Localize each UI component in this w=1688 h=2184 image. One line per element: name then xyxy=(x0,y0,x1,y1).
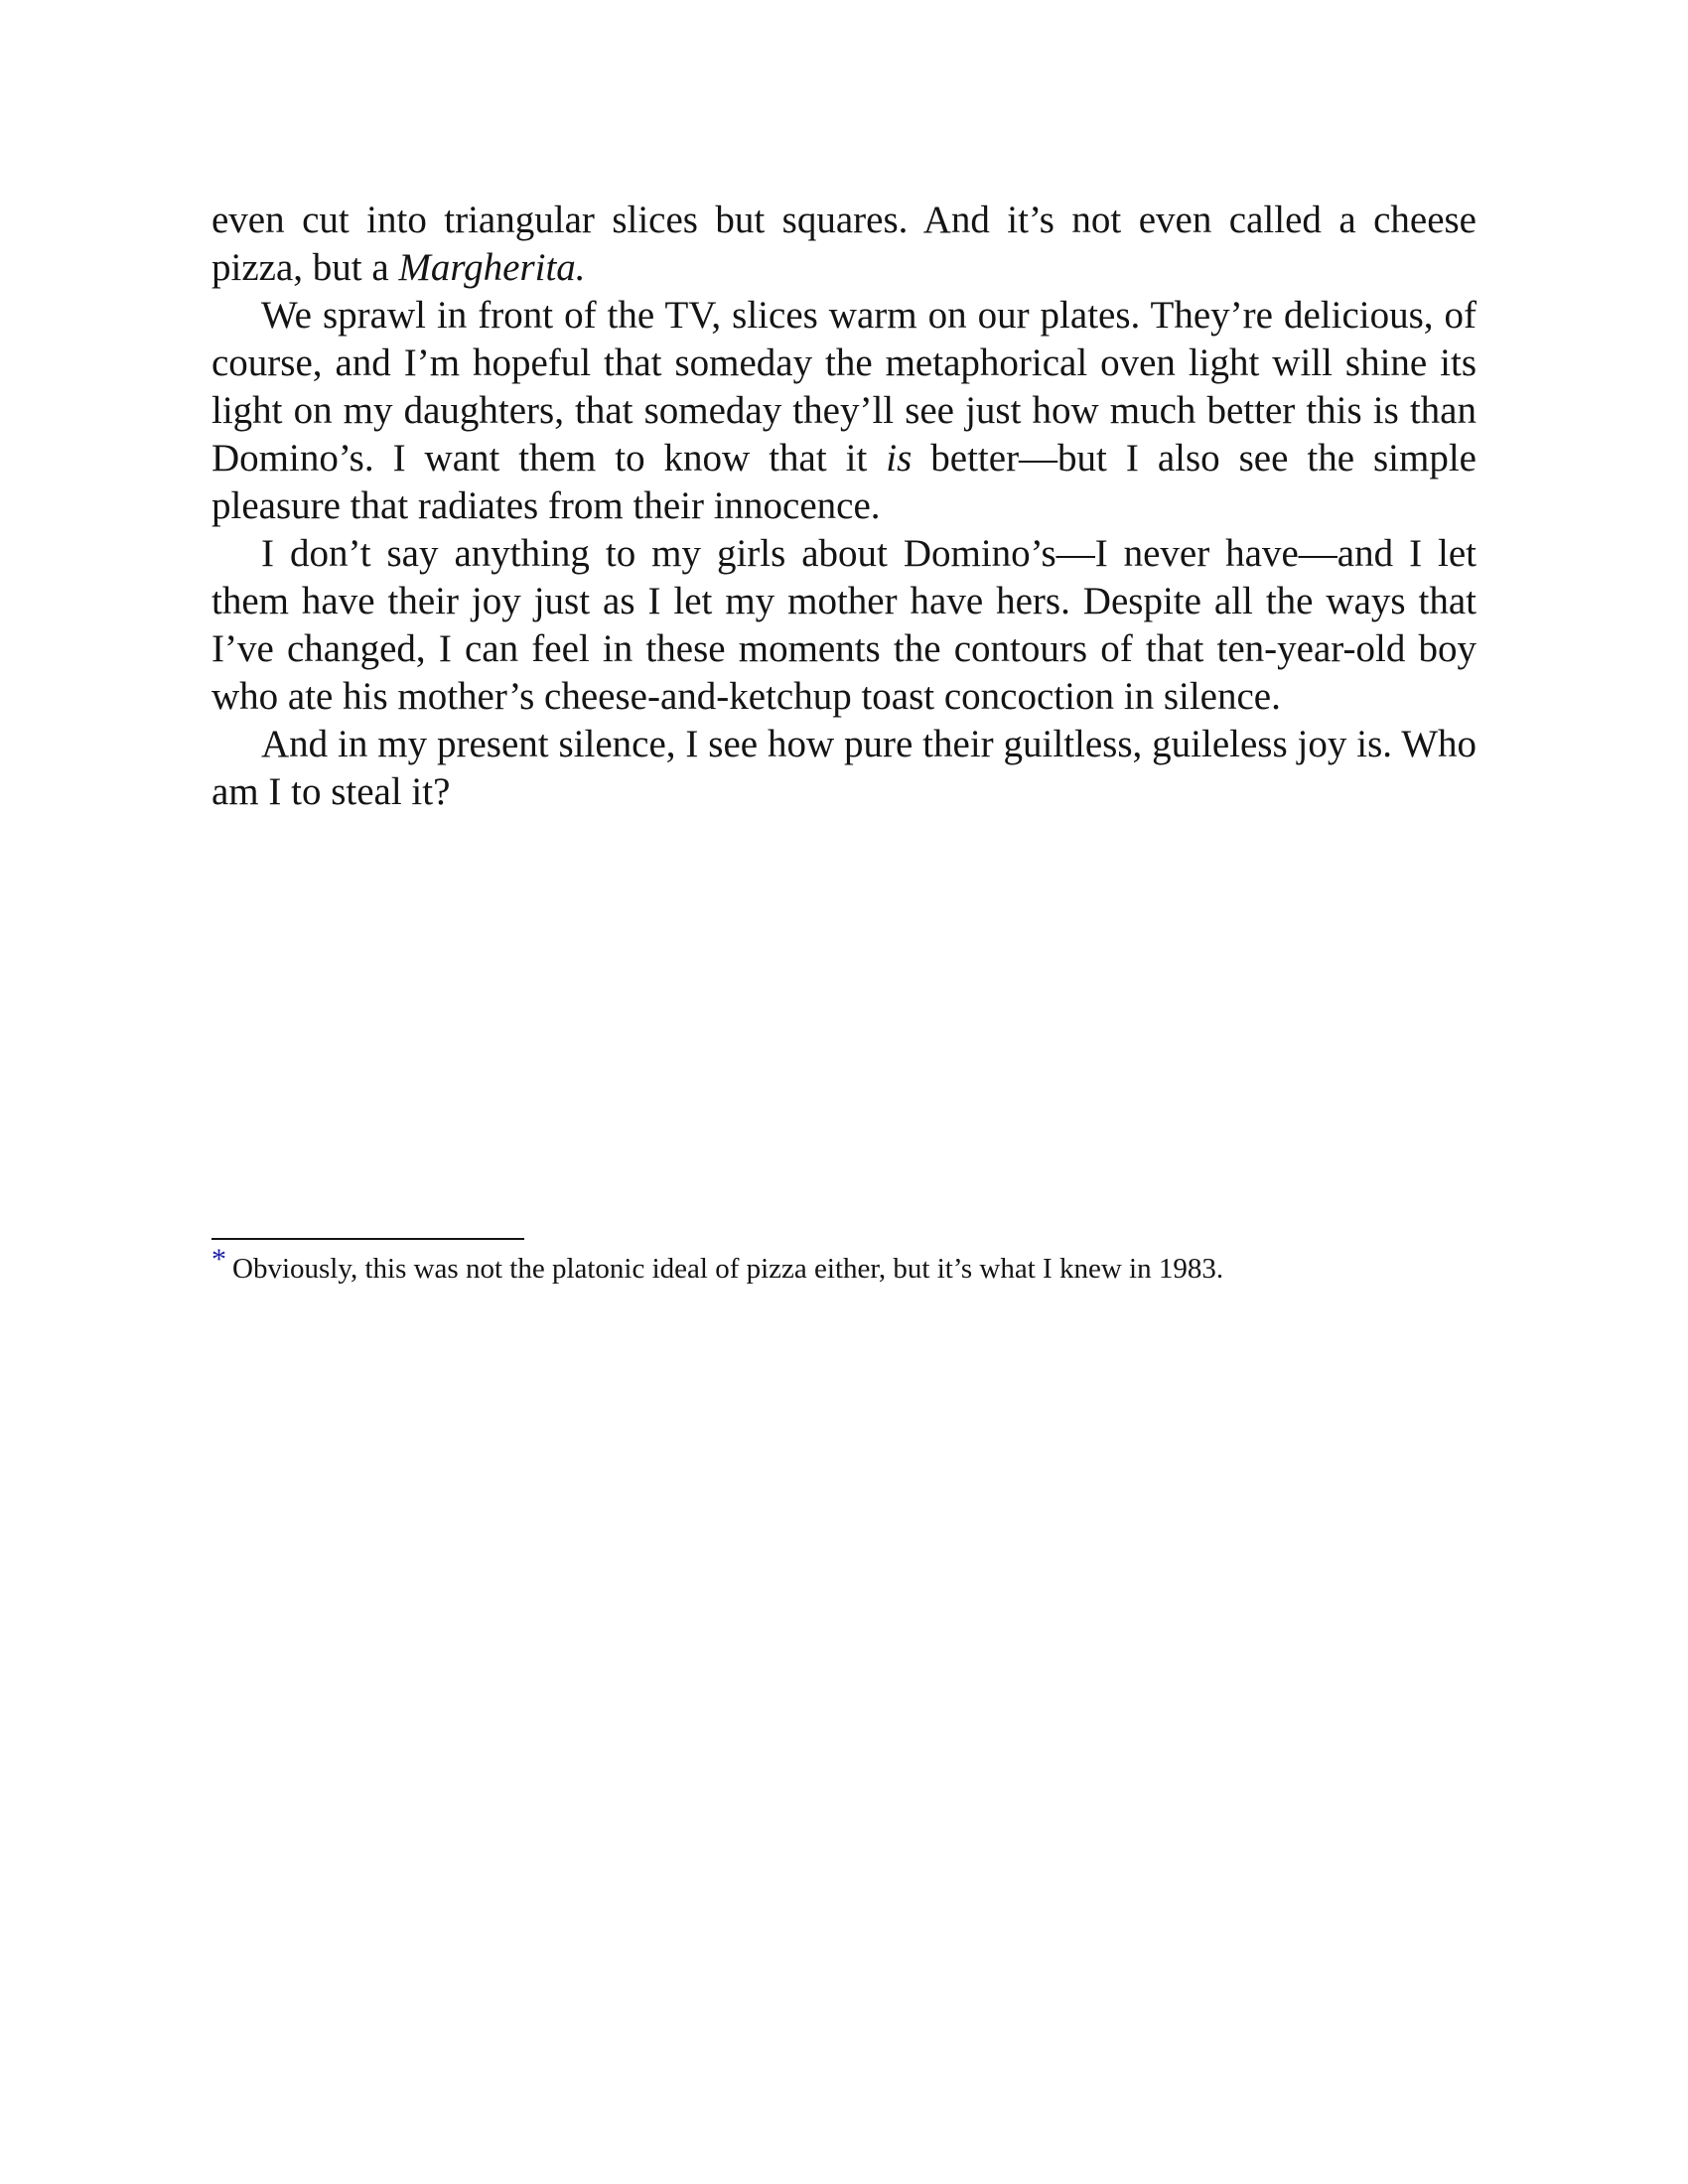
emphasis-text: is xyxy=(886,437,913,479)
paragraph-text: better—but I also see the simple pleasure that radiates from their innocence. xyxy=(211,437,1477,527)
paragraph xyxy=(211,197,1477,292)
footnote-divider xyxy=(211,1238,524,1240)
paragraph xyxy=(211,530,1477,721)
paragraph-text: I don’t say anything to my girls about Domino’s—I never have—and I let them have their joy just as I let my mother have hers. Despite all the ways that I’ve changed, I can feel in these moments the contours of that ten-year-old boy who ate his mother’s cheese-and-ketchup toast concoction in silence. xyxy=(211,532,1477,718)
body-text xyxy=(211,197,1477,816)
emphasis-text: Margherita. xyxy=(398,246,586,289)
paragraph-text: And in my present silence, I see how pure their guiltless, guileless joy is. Who am I to steal it? xyxy=(211,723,1477,813)
paragraph-text: even cut into triangular slices but squares. And it’s not even called a cheese pizza, but a xyxy=(211,199,1477,289)
paragraph xyxy=(211,721,1477,816)
footnote-text: Obviously, this was not the platonic ideal of pizza either, but it’s what I knew in 1983. xyxy=(232,1253,1224,1285)
footnote xyxy=(211,1243,1477,1289)
paragraph xyxy=(211,292,1477,530)
footnote-marker[interactable]: * xyxy=(211,1243,226,1276)
paragraph-text: We sprawl in front of the TV, slices warm on our plates. They’re delicious, of course, and I’m hopeful that someday the metaphorical oven light will shine its light on my daughters, that someday they’ll see just how much better this is than Domino’s. I want them to know that it xyxy=(211,294,1477,479)
